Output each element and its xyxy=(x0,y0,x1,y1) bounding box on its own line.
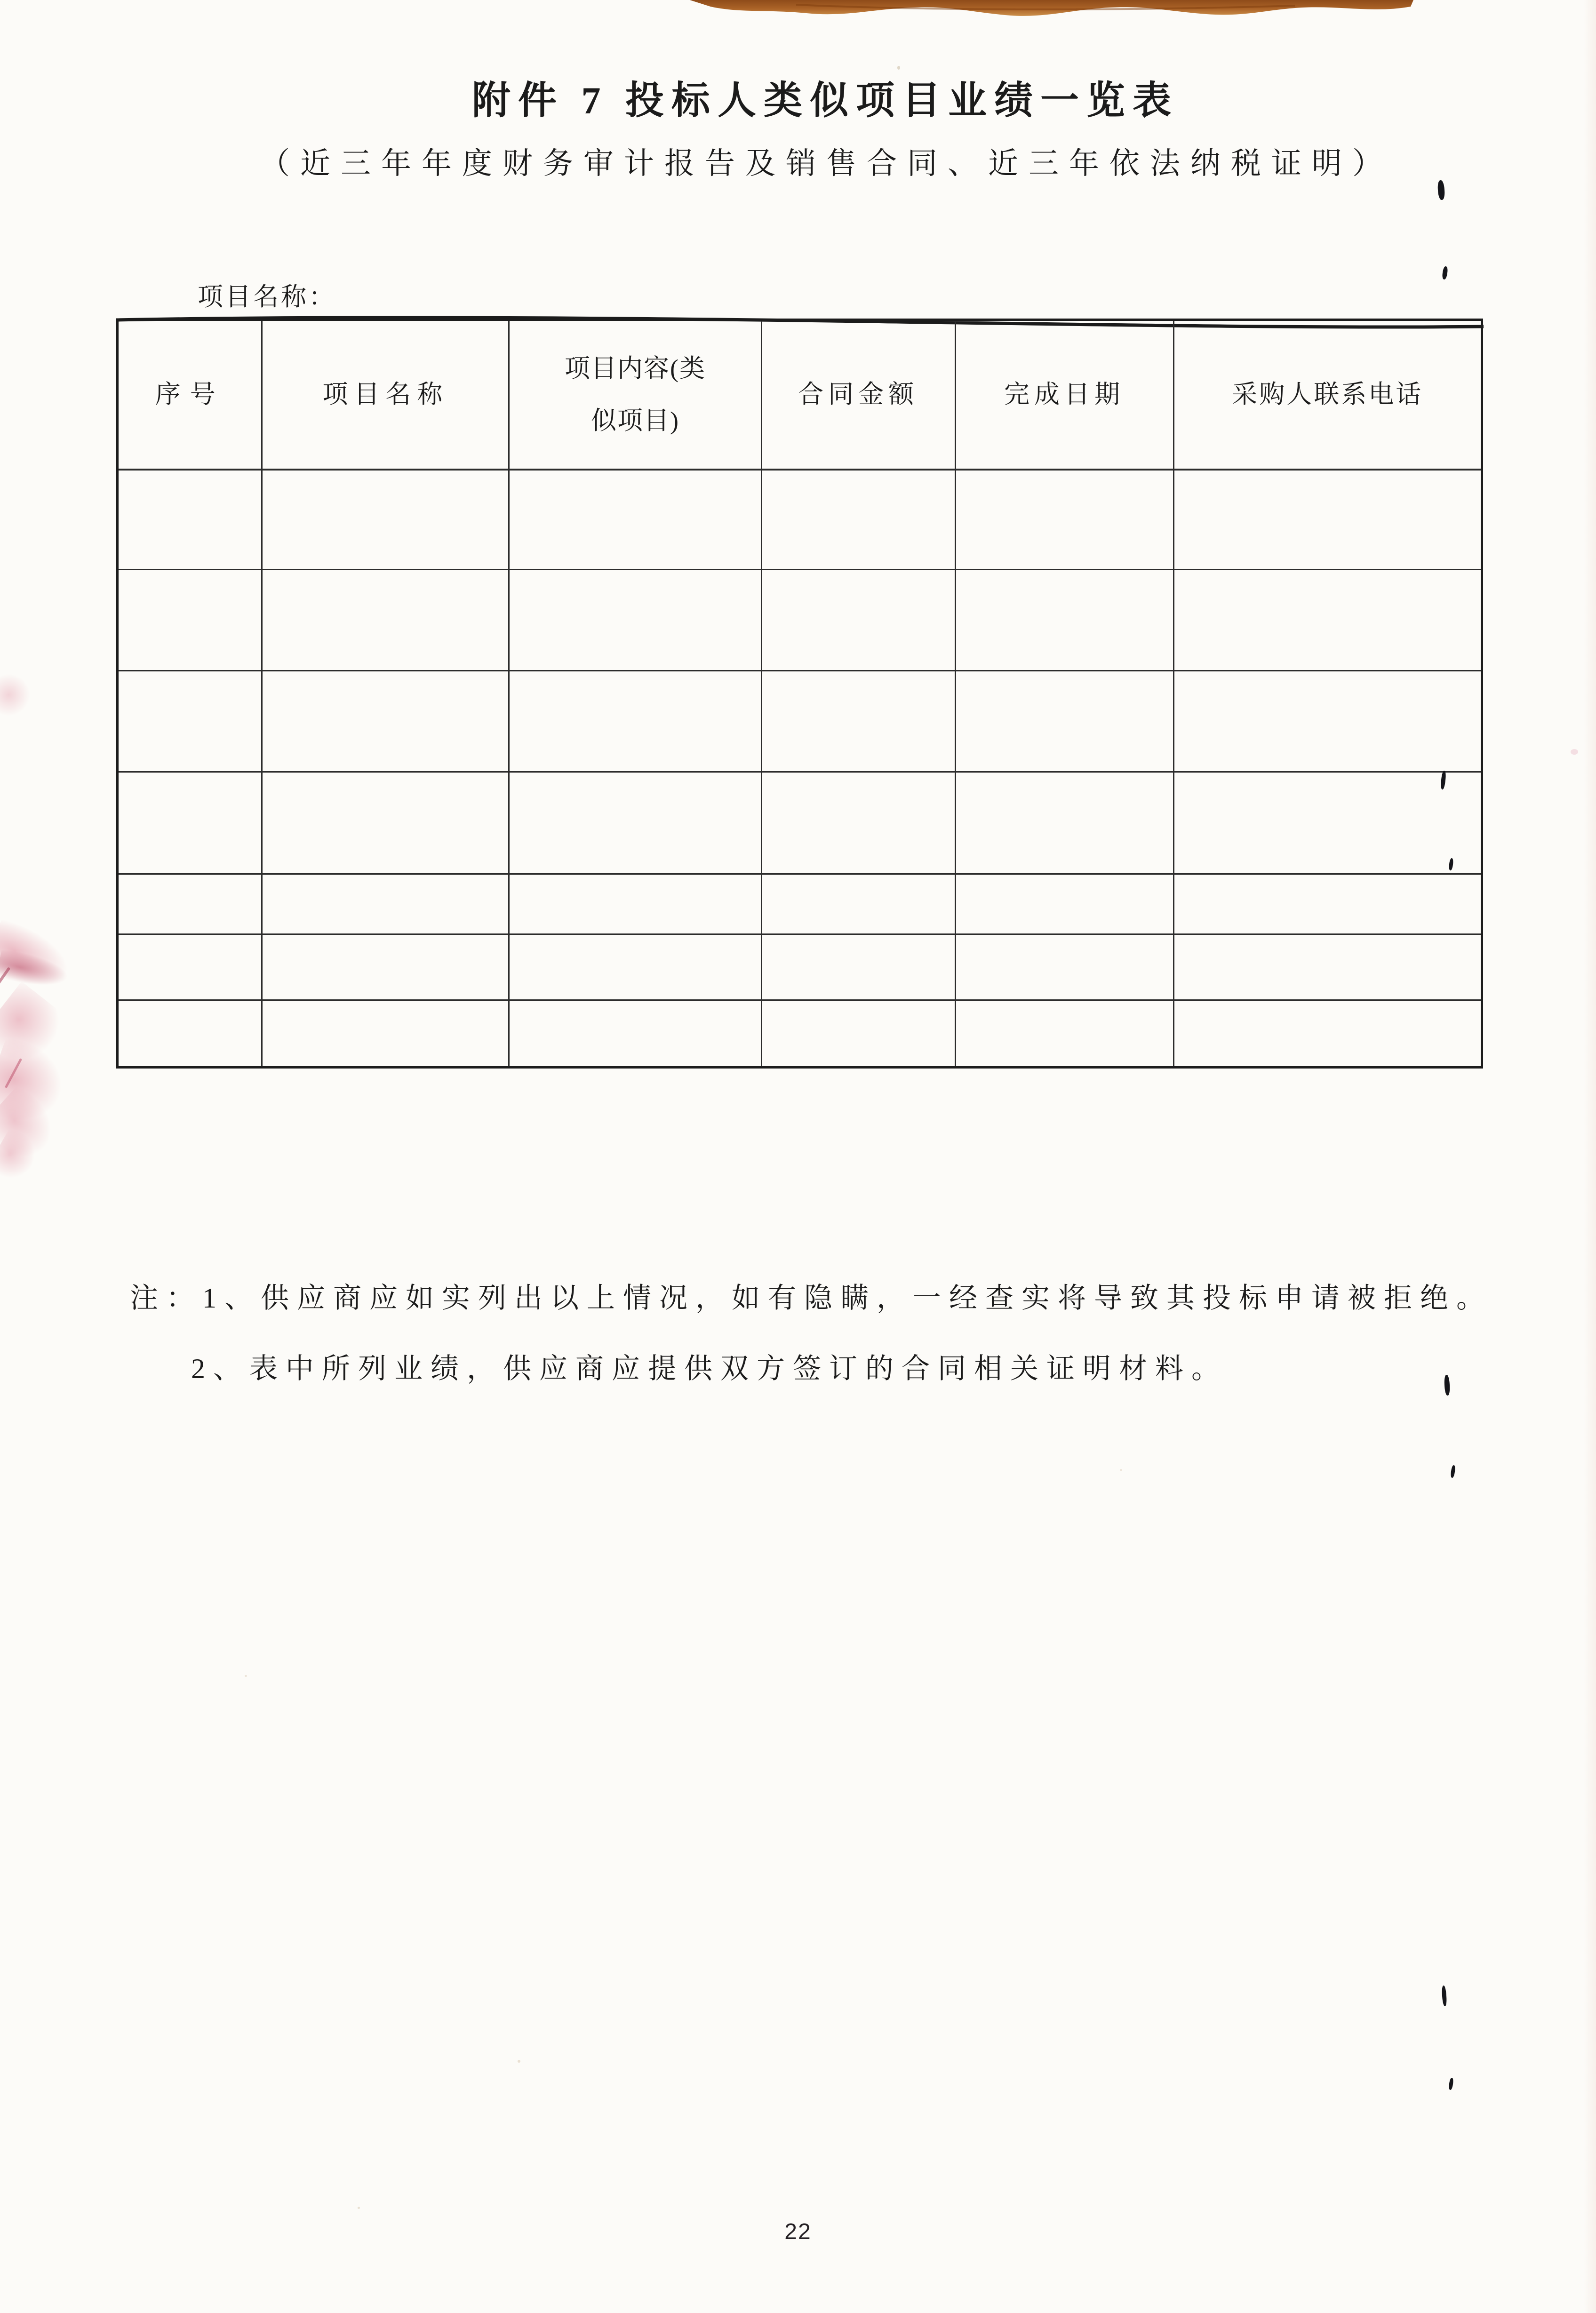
table-body xyxy=(118,470,1482,1068)
notes-block xyxy=(130,1284,1579,1383)
table-cell xyxy=(509,874,762,934)
table-cell xyxy=(118,570,262,671)
column-header-contract_amount: 合同金额 xyxy=(761,320,955,470)
table-cell xyxy=(761,570,955,671)
table-cell xyxy=(262,934,509,1000)
table-cell xyxy=(509,470,762,570)
table-cell xyxy=(761,934,955,1000)
table-cell xyxy=(955,934,1173,1000)
table-cell xyxy=(509,934,762,1000)
table-cell xyxy=(1173,671,1482,772)
table-header-row xyxy=(118,320,1482,470)
table-cell xyxy=(262,772,509,874)
table-cell xyxy=(761,772,955,874)
column-header-completion_date: 完成日期 xyxy=(955,320,1173,470)
table-cell xyxy=(1173,772,1482,874)
table-cell xyxy=(1173,1000,1482,1068)
table-row xyxy=(118,671,1482,772)
table-header xyxy=(118,320,1482,470)
scan-smear-artifact xyxy=(683,0,1420,29)
column-header-line1: 项目内容(类 xyxy=(565,354,706,383)
table-cell xyxy=(955,570,1173,671)
table-cell xyxy=(1173,470,1482,570)
project-name-label: 项目名称： xyxy=(198,283,336,311)
note-line-2: 2、表中所列业绩，供应商应提供双方签订的合同相关证明材料。 xyxy=(191,1353,1228,1384)
table-cell xyxy=(955,470,1173,570)
table-cell xyxy=(262,1000,509,1068)
document-title: 附件 7 投标人类似项目业绩一览表 xyxy=(471,79,1179,122)
table-cell xyxy=(509,1000,762,1068)
table-cell xyxy=(118,874,262,934)
table-cell xyxy=(509,671,762,772)
table-cell xyxy=(262,470,509,570)
document-subtitle: （近三年年度财务审计报告及销售合同、近三年依法纳税证明） xyxy=(260,147,1393,180)
table-cell xyxy=(955,772,1173,874)
table-cell xyxy=(1173,570,1482,671)
table-cell xyxy=(761,470,955,570)
table-cell xyxy=(262,671,509,772)
table-cell xyxy=(118,934,262,1000)
table-cell xyxy=(1173,874,1482,934)
column-header-project_name: 项目名称 xyxy=(262,320,509,470)
scan-edge-tint xyxy=(1584,0,1596,2313)
table-cell xyxy=(955,671,1173,772)
table-row xyxy=(118,874,1482,934)
table-cell xyxy=(118,671,262,772)
table-cell xyxy=(262,874,509,934)
table-row xyxy=(118,934,1482,1000)
table-cell xyxy=(118,1000,262,1068)
table-cell xyxy=(761,1000,955,1068)
column-header-project_content xyxy=(509,320,762,470)
table-cell xyxy=(761,874,955,934)
column-header-index: 序号 xyxy=(118,320,262,470)
table-row xyxy=(118,772,1482,874)
table-row xyxy=(118,470,1482,570)
note-line-1: 注：1、供应商应如实列出以上情况，如有隐瞒，一经查实将导致其投标申请被拒绝。 xyxy=(130,1283,1492,1314)
table-row xyxy=(118,1000,1482,1068)
table-row xyxy=(118,570,1482,671)
table-cell xyxy=(118,470,262,570)
table-cell xyxy=(1173,934,1482,1000)
table-cell xyxy=(509,772,762,874)
column-header-line2: 似项目) xyxy=(591,406,680,435)
column-header-purchaser_phone: 采购人联系电话 xyxy=(1173,320,1482,470)
page-number: 22 xyxy=(784,2219,812,2244)
table-cell xyxy=(761,671,955,772)
table-cell xyxy=(955,1000,1173,1068)
table-cell xyxy=(509,570,762,671)
results-table xyxy=(116,319,1483,1069)
table-cell xyxy=(262,570,509,671)
table-cell xyxy=(118,772,262,874)
table-cell xyxy=(955,874,1173,934)
